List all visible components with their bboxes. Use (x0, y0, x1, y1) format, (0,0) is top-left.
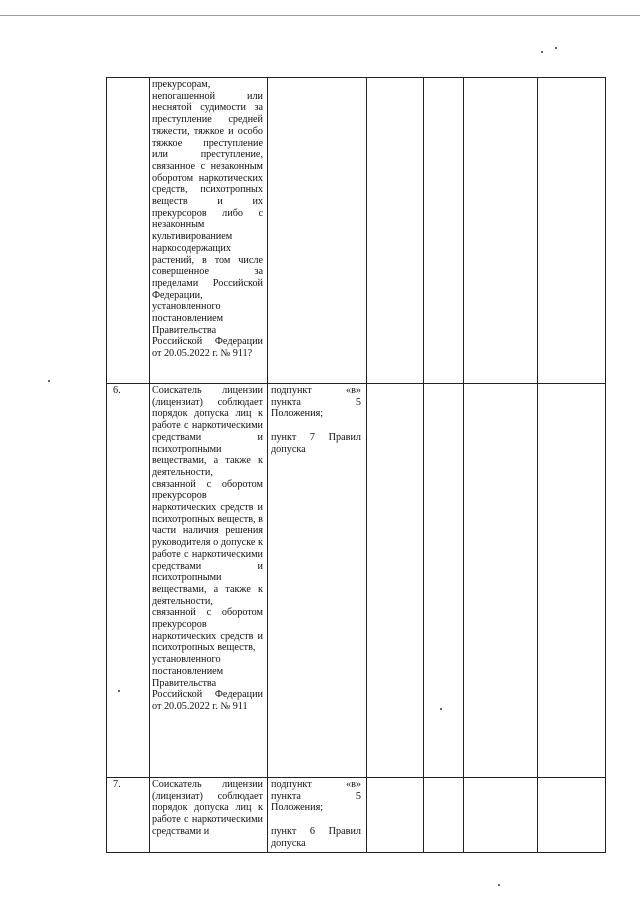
scan-speck (48, 380, 50, 382)
scan-speck (555, 47, 557, 49)
scan-speck (498, 884, 500, 886)
reference-cell: подпункт «в» пункта 5 Положения; пункт 7 Правил допуска (271, 385, 361, 455)
scan-speck (440, 708, 442, 710)
scan-speck (541, 51, 543, 53)
requirement-cell: прекурсорам, непогашенной или неснятой судимости за преступление средней тяжести, тяжкое и особо тяжкое преступление или преступление, связанное с незаконным оборотом наркотических средств, психотропных веществ и их прекурсоров либо с незаконным культивированием наркосодержащих растений, в том числе совершенное за пределами Российской Федерации, установленного постановлением Правительства Российской Федерации от 20.05.2022 г. № 911? (152, 79, 263, 360)
row-number: 7. (113, 779, 121, 790)
requirement-cell: Соискатель лицензии (лицензиат) соблюдает порядок допуска лиц к работе с наркотическими средствами и (152, 779, 263, 837)
row-number: 6. (113, 385, 121, 396)
requirement-cell: Соискатель лицензии (лицензиат) соблюдает порядок допуска лиц к работе с наркотическими средствами и психотропными веществами, а также к деятельности, связанной с оборотом прекурсоров наркотических средств и психотропных веществ, в части наличия решения руководителя о допуске к работе с наркотическими средствами и психотропными веществами, а также к деятельности, связанной с оборотом прекурсоров наркотических средств и психотропных веществ, установленного постановлением Правительства Российской Федерации от 20.05.2022 г. № 911 (152, 385, 263, 712)
scan-top-edge (0, 15, 640, 16)
reference-cell: подпункт «в» пункта 5 Положения; пункт 6 Правил допуска (271, 779, 361, 849)
scan-speck (118, 690, 120, 692)
